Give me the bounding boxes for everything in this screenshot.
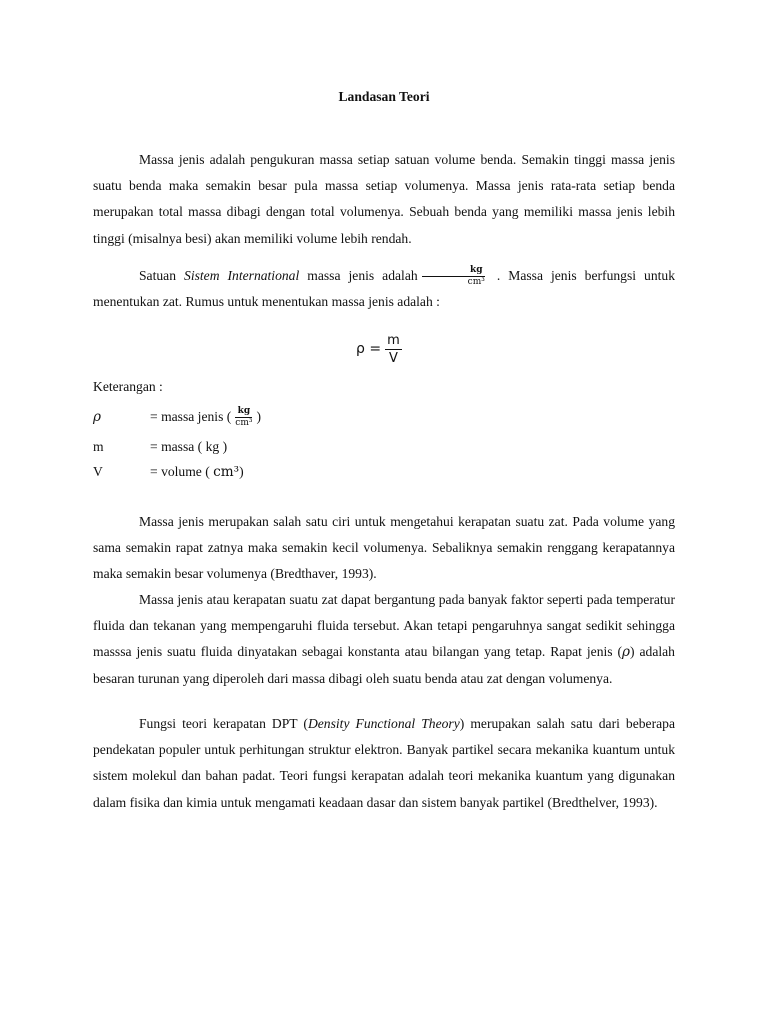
keterangan-definition-v (150, 462, 244, 482)
v-def-close: ) (239, 464, 244, 479)
rho-unit-denominator: cm³ (235, 418, 253, 429)
paragraph-dft (93, 711, 675, 816)
keterangan-symbol-rho: ρ (93, 409, 101, 425)
keterangan-row-rho (93, 407, 675, 427)
keterangan-heading: Keterangan : (93, 379, 163, 394)
density-formula (356, 332, 402, 366)
paragraph-faktor (93, 587, 675, 692)
dft-after: ) merupakan salah satu dari beberapa pendekatan populer untuk perhitungan struktur elektron. Banyak partikel secara mekanika kuantum untuk sistem molekul dan bahan padat. Teori fungsi kerapatan adalah teori mekanika kuantum yang digunakan dalam fisika dan kimia untuk mengamati keadaan dasar dan sistem banyak partikel (Bredthelver, 1993). (93, 716, 675, 810)
faktor-before: Massa jenis atau kerapatan suatu zat dapat bergantung pada banyak faktor seperti pada temperatur fluida dan tekanan yang mempengaruhi fluida tersebut. Akan tetapi pengaruhnya sangat sedikit sehingga masssa jenis suatu fluida dinyatakan sebagai konstanta atau bilangan yang tetap. Rapat jenis ( (93, 592, 675, 660)
formula-fraction (385, 334, 402, 365)
si-suffix: . Massa jenis berfungsi untuk menentukan zat. Rumus untuk menentukan massa jenis adalah : (93, 268, 675, 310)
keterangan-definition-m: = massa ( kg ) (150, 439, 228, 454)
paragraph-kerapatan: Massa jenis merupakan salah satu ciri untuk mengetahui kerapatan suatu zat. Pada volume yang sama semakin rapat zatnya maka semakin kecil volumenya. Sebaliknya semakin renggang kerapatannya maka semakin besar volumenya (Bredthaver, 1993). (93, 514, 675, 582)
paragraph-definition: Massa jenis adalah pengukuran massa setiap satuan volume benda. Semakin tinggi massa jenis suatu benda maka semakin besar pula massa setiap volumenya. Massa jenis rata-rata setiap benda merupakan total massa dibagi dengan total volumenya. Sebuah benda yang memiliki massa jenis lebih tinggi (misalnya besi) akan memiliki volume lebih rendah. (93, 152, 675, 246)
dft-italic-term: Density Functional Theory (307, 716, 460, 731)
si-middle: massa jenis adalah (299, 268, 418, 283)
paragraph-si-unit (93, 263, 675, 315)
keterangan-symbol-m: m (93, 439, 104, 454)
v-def-text: = volume ( (150, 464, 214, 479)
keterangan-definition-rho (150, 407, 261, 428)
keterangan-row-m (93, 437, 675, 457)
si-unit-denominator: cm³ (467, 277, 485, 288)
dft-before: Fungsi teori kerapatan DPT ( (139, 716, 308, 731)
v-unit: cm³ (213, 464, 240, 480)
keterangan-row-v (93, 462, 675, 482)
rho-unit-numerator: kg (235, 407, 252, 418)
faktor-symbol-rho: ρ (622, 644, 631, 661)
si-prefix: Satuan (139, 268, 185, 283)
rho-def-close: ) (256, 409, 262, 424)
formula-numerator: m (387, 332, 400, 348)
si-unit-fraction (422, 266, 485, 287)
keterangan-symbol-v: V (93, 464, 103, 479)
faktor-after: ) adalah besaran turunan yang diperoleh dari massa dibagi oleh suatu benda atau zat dengan volumenya. (93, 644, 675, 686)
rho-def-text: = massa jenis ( (150, 409, 232, 424)
si-italic-term: Sistem International (184, 268, 300, 283)
rho-unit-fraction (235, 407, 252, 428)
page-title: Landasan Teori (338, 89, 430, 104)
formula-denominator: V (388, 350, 398, 366)
si-unit-numerator: kg (422, 266, 485, 277)
formula-lhs: ρ = (356, 341, 382, 357)
